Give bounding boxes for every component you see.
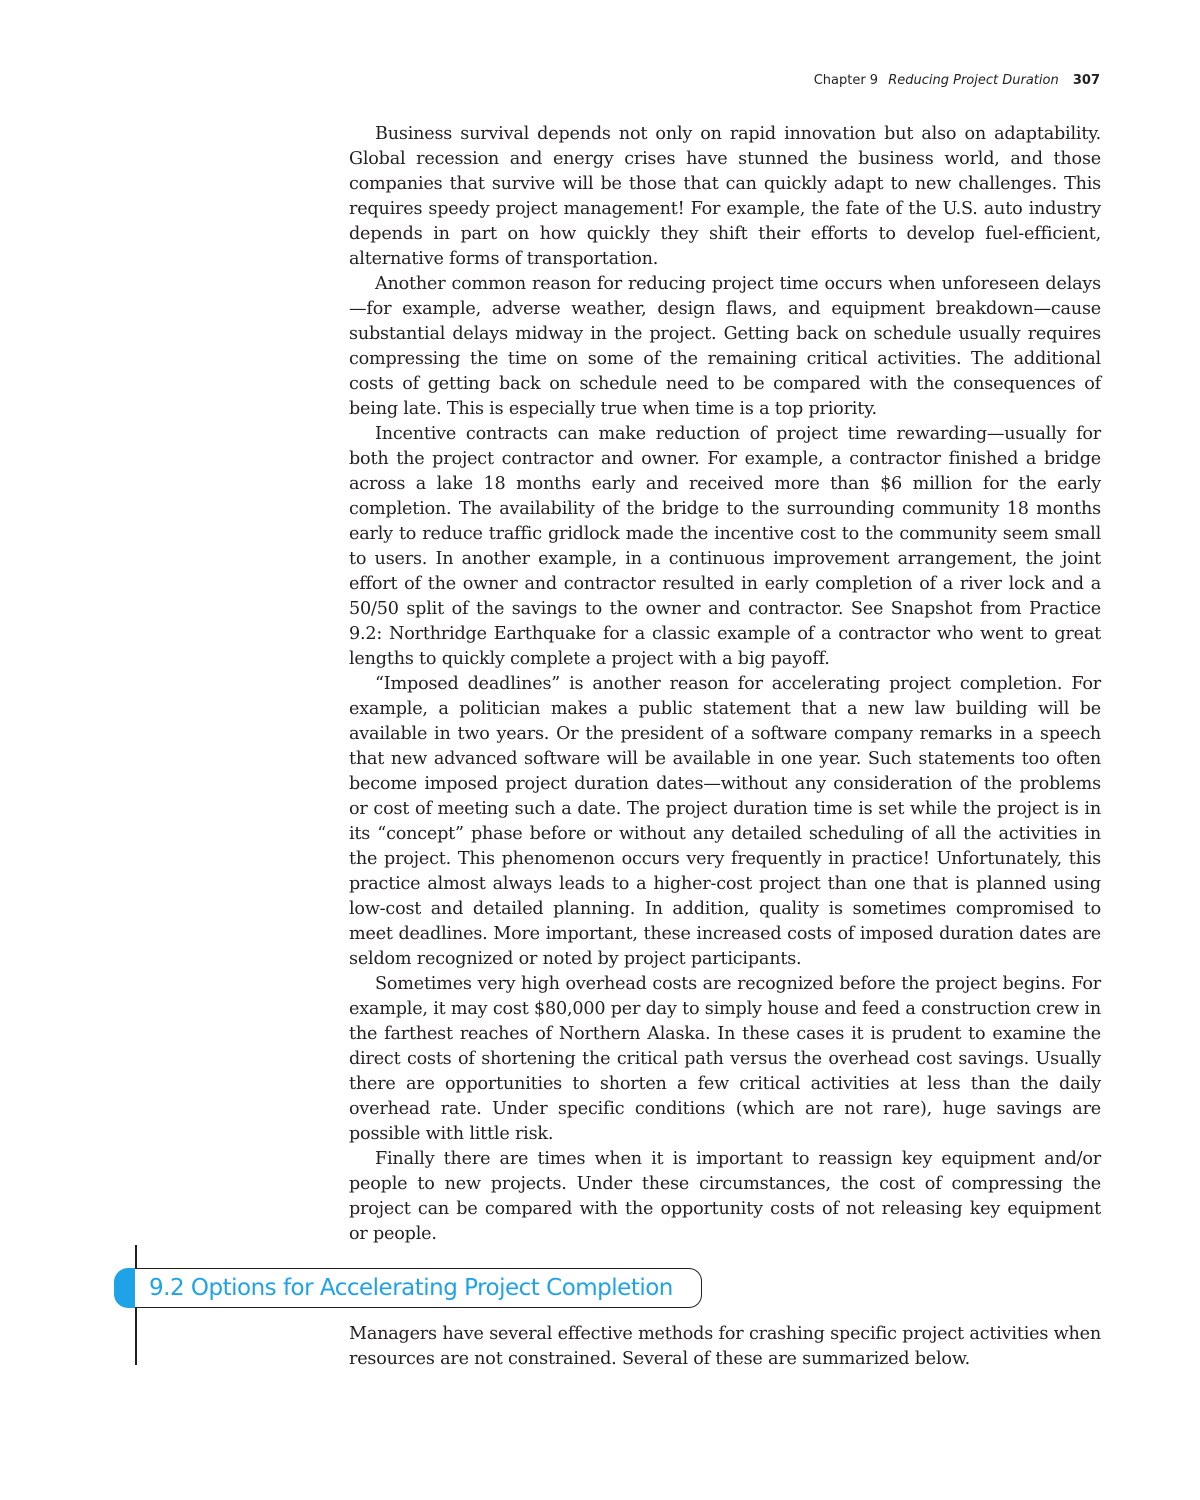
page-number: 307 [1072,73,1100,88]
body-text [349,122,1101,1247]
section-tab-marker [114,1268,136,1308]
section-intro [349,1322,1101,1372]
paragraph-incentive-contracts: Incentive contracts can make reduction of project time rewarding—usually for both the project contractor and owner. For example, a contractor finished a bridge across a lake 18 months early and received more than $6 million for the early completion. The availability of the bridge to the surrounding community 18 months early to reduce traffic gridlock made the incentive cost to the community seem small to users. In another example, in a continuous improvement arrangement, the joint effort of the owner and contractor resulted in early completion of a river lock and a 50/50 split of the savings to the owner and contractor. See Snapshot from Practice 9.2: Northridge Earthquake for a classic example of a contractor who went to great lengths to quickly complete a project with a big payoff. [349,424,1101,669]
running-header [814,73,1100,88]
paragraph-business-survival: Business survival depends not only on rapid innovation but also on adaptability. Global recession and energy crises have stunned the business world, and those companies that survive will be those that can quickly adapt to new challenges. This requires speedy project management! For example, the fate of the U.S. auto industry depends in part on how quickly they shift their efforts to develop fuel-efficient, alternative forms of transportation. [349,124,1101,269]
chapter-label: Chapter 9 [813,73,879,88]
paragraph-imposed-deadlines: “Imposed deadlines” is another reason for accelerating project completion. For example, a politician makes a public statement that a new law building will be available in two years. Or the president of a software company remarks in a speech that new advanced software will be available in one year. Such statements too often become imposed project duration dates—without any consideration of the problems or cost of meeting such a date. The project duration time is set while the project is in its “concept” phase before or without any detailed scheduling of all the activities in the project. This phenomenon occurs very frequently in practice! Unfortunately, this practice almost always leads to a higher-cost project than one that is planned using low-cost and detailed planning. In addition, quality is sometimes compromised to meet deadlines. More important, these increased costs of imposed duration dates are seldom recognized or noted by project participants. [349,674,1101,969]
paragraph-unforeseen-delays: Another common reason for reducing project time occurs when unforeseen delays—for example, adverse weather, design flaws, and equipment breakdown—cause substantial delays midway in the project. Getting back on schedule usually requires compressing the time on some of the remaining critical activities. The additional costs of getting back on schedule need to be compared with the consequences of being late. This is especially true when time is a top priority. [349,274,1101,419]
paragraph-section-intro: Managers have several effective methods for crashing specific project activities when resources are not constrained. Several of these are summarized below. [349,1324,1101,1369]
section-heading: 9.2 Options for Accelerating Project Completion [149,1275,673,1301]
chapter-title: Reducing Project Duration [888,73,1059,88]
paragraph-overhead-costs: Sometimes very high overhead costs are recognized before the project begins. For example, it may cost $80,000 per day to simply house and feed a construction crew in the farthest reaches of Northern Alaska. In these cases it is prudent to examine the direct costs of shortening the critical path versus the overhead cost savings. Usually there are opportunities to shorten a few critical activities at less than the daily overhead rate. Under specific conditions (which are not rare), huge savings are possible with little risk. [349,974,1101,1144]
paragraph-reassign-equipment: Finally there are times when it is important to reassign key equipment and/or people to new projects. Under these circumstances, the cost of compressing the project can be compared with the opportunity costs of not releasing key equipment or people. [349,1149,1101,1244]
